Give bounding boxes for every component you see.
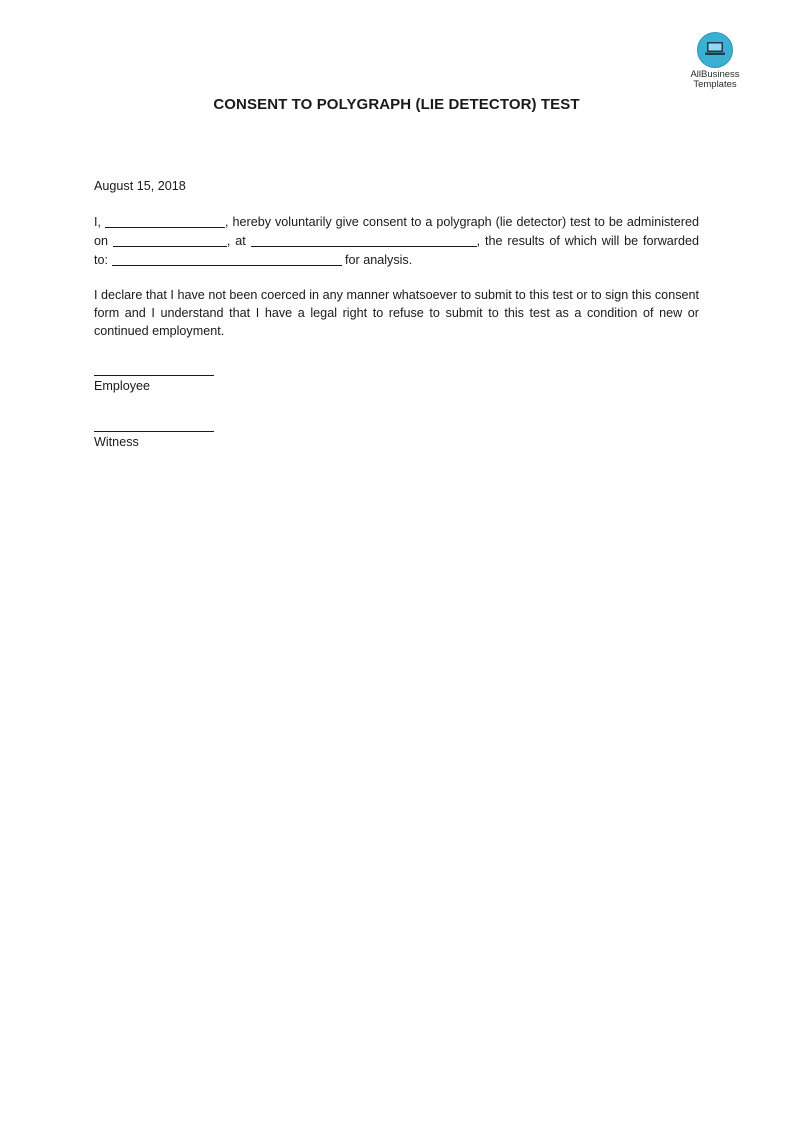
consent-text-5: for analysis. [341,253,413,267]
logo-text [684,70,746,90]
test-location-blank[interactable] [251,233,477,247]
declaration-paragraph: I declare that I have not been coerced in any manner whatsoever to submit to this test or to sign this consent form and I understand that I have a legal right to refuse to submit to this test as a condition of new or continued employment. [94,288,699,338]
test-date-blank[interactable] [113,233,227,247]
consent-text-4: , the results of which will be forwarded to: [94,234,700,267]
laptop-icon [697,32,733,68]
consent-paragraph [94,212,699,269]
document-title: CONSENT TO POLYGRAPH (LIE DETECTOR) TEST [213,96,580,113]
witness-signature-block [94,419,699,451]
consent-text-3: , at [226,234,251,248]
witness-signature-line[interactable] [94,419,214,432]
consent-text-2: , hereby voluntarily give consent to a polygraph (lie detector) test to be administered on [94,215,700,248]
witness-label: Witness [94,435,139,449]
brand-logo [684,32,746,90]
consent-text-1: I, [94,215,105,229]
logo-text-line2: Templates [693,79,737,90]
employee-signature-line[interactable] [94,363,214,376]
employee-label: Employee [94,379,151,393]
forward-recipient-blank[interactable] [112,252,342,266]
employee-signature-block [94,363,699,395]
document-date: August 15, 2018 [94,179,186,193]
employee-name-blank[interactable] [105,214,225,228]
document-body [94,177,699,451]
logo-text-line1: AllBusiness [690,69,740,80]
